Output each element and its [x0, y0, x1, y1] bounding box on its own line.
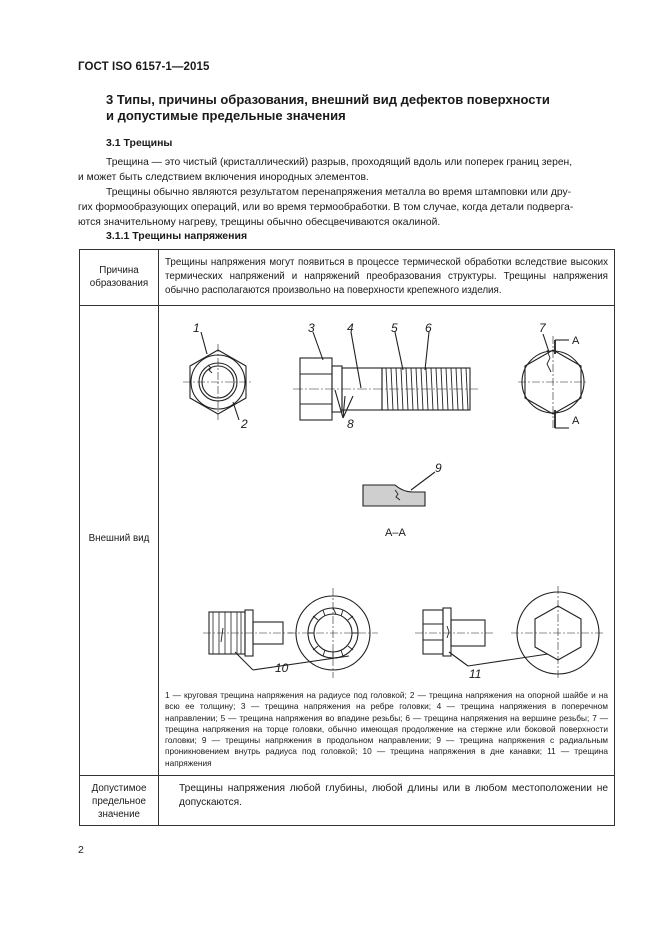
section-a-a: [363, 472, 435, 506]
label-9: 9: [435, 461, 442, 475]
cause-text: Трещины напряжения могут появиться в процессе термической обработки вследствие высоких термических напряжений и напряжений преобразования структуры. Трещины напряжения обычно располагаются произвольно на поверхности крепежного изделия.: [159, 250, 615, 306]
table-row-appearance: [80, 306, 615, 776]
page-number: 2: [78, 844, 84, 856]
section-mark-bottom: A: [572, 415, 580, 427]
label-3: 3: [308, 321, 315, 335]
label-10: 10: [275, 661, 289, 675]
figure-legend: 1 — круговая трещина напряжения на радиусе под головкой; 2 — трещина напряжения на опорной шайбе и на всю ее толщину; 3 — трещина напряжения на ребре головки; 4 — трещина напряжения в поперечном направлении; 5 — трещина напряжения во впадине резьбы; 6 — трещина напряжения на вершине резьбы; 7 — трещина напряжения на торце головки, обычно имеющая продолжение на стержне или боковой поверхности головки; 9 — трещины напряжения в продольном направлении; 9 — трещина напряжения с радиальным проникновением внутрь радиуса под головкой; 10 — трещина напряжения в дне канавки; 11 — трещина напряжения: [165, 690, 608, 768]
label-5: 5: [391, 321, 398, 335]
appearance-label: Внешний вид: [80, 306, 159, 776]
limit-label: Допустимое предельное значение: [80, 776, 159, 826]
subsection-title-3-1-1: 3.1.1 Трещины напряжения: [106, 230, 248, 242]
document-code: ГОСТ ISO 6157-1—2015: [78, 61, 210, 73]
label-6: 6: [425, 321, 432, 335]
section-title: [106, 92, 606, 124]
paragraph-causes-line1: Трещины обычно являются результатом перенапряжения металла во время штамповки или дру-: [106, 187, 572, 198]
figure-drawing: [163, 310, 625, 690]
cause-label: Причина образования: [80, 250, 159, 306]
table-row-cause: [80, 250, 615, 306]
paragraph-causes-line3: ются значительному нагреву, трещины обычно обесцвечиваются окалиной.: [78, 217, 441, 228]
defect-table: [79, 249, 615, 826]
label-1: 1: [193, 321, 200, 335]
paragraph-definition-line2: и может быть следствием включения инородных элементов.: [78, 172, 369, 183]
label-8: 8: [347, 417, 354, 431]
hex-head-view-7: [518, 334, 588, 428]
appearance-cell: [159, 306, 615, 776]
section-mark-top: A: [572, 335, 580, 347]
spline-flange-bolt-side: [203, 610, 293, 656]
label-11: 11: [469, 667, 482, 681]
section-title-line1: 3 Типы, причины образования, внешний вид дефектов поверхности: [106, 92, 550, 107]
label-7: 7: [539, 321, 546, 335]
paragraph-definition-line1: Трещина — это чистый (кристаллический) разрыв, проходящий вдоль или поперек границ зерен,: [106, 157, 573, 168]
table-row-limit: [80, 776, 615, 826]
hex-head-view-1: [183, 332, 253, 420]
limit-text: Трещины напряжения любой глубины, любой длины или в любом местоположении не допускаются.: [159, 776, 615, 826]
hex-bolt-side-view: [293, 332, 478, 420]
bolt-defects-figure: [163, 310, 625, 690]
hex-flange-bolt-side: [415, 608, 493, 656]
paragraph-causes-line2: гих формообразующих операций, или во время термообработки. В том случае, когда детали подверга-: [78, 202, 574, 213]
section-title-line2: и допустимые предельные значения: [106, 108, 346, 123]
label-4: 4: [347, 321, 354, 335]
label-2: 2: [241, 417, 248, 431]
section-caption: A–A: [385, 527, 406, 539]
subsection-title-3-1: 3.1 Трещины: [106, 137, 173, 149]
